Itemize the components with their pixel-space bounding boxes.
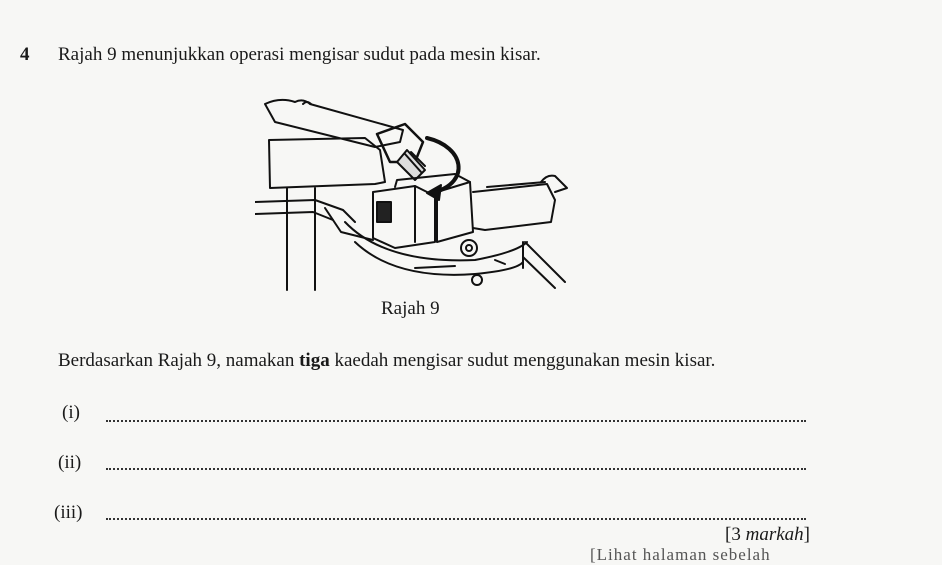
answer-label-ii: (ii) [58, 452, 82, 473]
answer-line-iii[interactable] [106, 518, 806, 520]
instruction-text [58, 350, 715, 372]
question-text: Rajah 9 menunjukkan operasi mengisar sudut pada mesin kisar. [58, 44, 541, 65]
instruction-bold: tiga [299, 350, 330, 371]
page-footer: [Lihat halaman sebelah [590, 545, 771, 564]
answer-label-iii: (iii) [54, 502, 83, 523]
question-number: 4 [20, 44, 30, 65]
milling-machine-figure [255, 92, 575, 300]
instruction-before: Berdasarkan Rajah 9, namakan [58, 350, 300, 371]
answer-line-ii[interactable] [106, 468, 806, 470]
answer-label-i: (i) [62, 402, 80, 423]
marks-word: markah [745, 524, 804, 545]
marks-allocation [725, 524, 810, 546]
marks-open: [3 [725, 524, 746, 545]
figure-caption: Rajah 9 [381, 298, 440, 319]
instruction-after: kaedah mengisar sudut menggunakan mesin kisar. [329, 350, 716, 371]
marks-close: ] [803, 524, 810, 545]
answer-line-i[interactable] [106, 420, 806, 422]
